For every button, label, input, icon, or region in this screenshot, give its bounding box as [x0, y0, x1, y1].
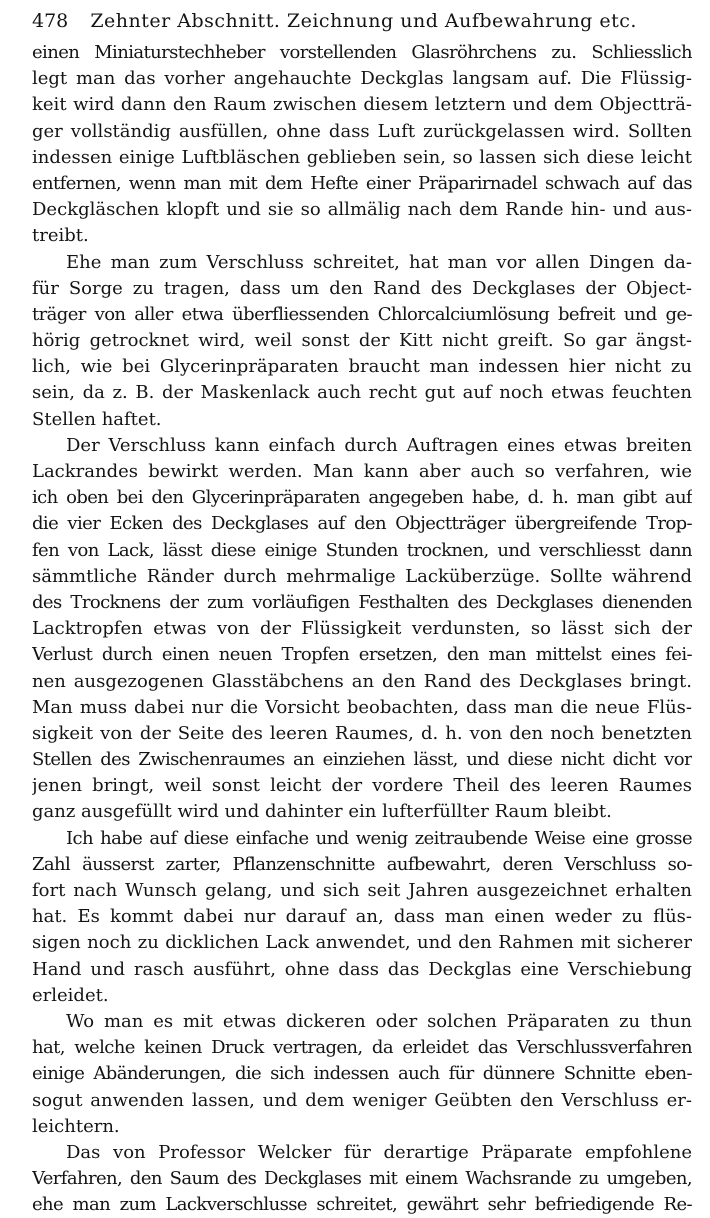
text-line: jenen bringt, weil sonst leicht der vordere Theil des leeren Raumes [32, 775, 692, 797]
text-line: Stellen des Zwischenraumes an einziehen lässt, und diese nicht dicht vor [32, 749, 692, 771]
text-line: Wo man es mit etwas dickeren oder solchen Präparaten zu thun [66, 1010, 692, 1032]
text-line: erleidet. [32, 984, 109, 1006]
text-line: hörig getrocknet wird, weil sonst der Kitt nicht greift. So gar ängst- [32, 330, 692, 352]
text-line: träger von aller etwa überfliessenden Chlorcalciumlösung befreit und ge- [32, 303, 692, 325]
text-line: treibt. [32, 225, 89, 247]
text-line: sogut anwenden lassen, und dem weniger Geübten den Verschluss er- [32, 1089, 692, 1111]
text-line: Ehe man zum Verschluss schreitet, hat man vor allen Dingen da- [66, 251, 692, 273]
text-line: nen ausgezogenen Glasstäbchens an den Rand des Deckglases bringt. [32, 670, 692, 692]
text-line: einige Abänderungen, die sich indessen auch für dünnere Schnitte eben- [32, 1063, 692, 1085]
text-line: Lacktropfen etwas von der Flüssigkeit verdunsten, so lässt sich der [32, 618, 692, 640]
text-line: hat, welche keinen Druck vertragen, da erleidet das Verschlussverfahren [32, 1037, 692, 1059]
text-line: legt man das vorher angehauchte Deckglas langsam auf. Die Flüssig- [32, 68, 692, 90]
text-line: ehe man zum Lackverschlusse schreitet, gewährt sehr befriedigende Re- [32, 1194, 692, 1216]
page-number: 478 [32, 10, 69, 32]
text-line: sigkeit von der Seite des leeren Raumes, d. h. von den noch benetzten [32, 722, 692, 744]
text-line: ich oben bei den Glycerinpräparaten angegeben habe, d. h. man gibt auf [32, 487, 692, 509]
text-line: hat. Es kommt dabei nur darauf an, dass man einen weder zu flüs- [32, 906, 692, 928]
text-line: lich, wie bei Glycerinpräparaten braucht man indessen hier nicht zu [32, 356, 692, 378]
paragraph-1 [32, 40, 692, 250]
text-line: sein, da z. B. der Maskenlack auch recht gut auf noch etwas feuchten [32, 382, 692, 404]
body-text [32, 40, 692, 1218]
text-line: Hand und rasch ausführt, ohne dass das Deckglas eine Verschiebung [32, 958, 692, 980]
text-line: keit wird dann den Raum zwischen diesem letztern und dem Objectträ- [32, 94, 692, 116]
paragraph-4 [32, 826, 692, 1009]
text-line: einen Miniaturstechheber vorstellenden Glasröhrchens zu. Schliesslich [32, 42, 692, 63]
paragraph-3 [32, 433, 692, 826]
text-line: indessen einige Luftbläschen geblieben sein, so lassen sich diese leicht [32, 146, 692, 168]
text-line: entfernen, wenn man mit dem Hefte einer Präparirnadel schwach auf das [32, 172, 692, 194]
paragraph-5 [32, 1009, 692, 1140]
text-line: Ich habe auf diese einfache und wenig zeitraubende Weise eine grosse [66, 827, 692, 849]
text-line: des Trocknens der zum vorläufigen Festhalten des Deckglases dienenden [32, 591, 692, 613]
text-line: Zahl äusserst zarter, Pflanzenschnitte aufbewahrt, deren Verschluss so- [32, 853, 692, 875]
text-line: Stellen haftet. [32, 408, 162, 430]
text-line: die vier Ecken des Deckglases auf den Objectträger übergreifende Trop- [32, 513, 692, 535]
text-line: fort nach Wunsch gelang, und sich seit Jahren ausgezeichnet erhalten [32, 880, 692, 901]
text-line: Das von Professor Welcker für derartige Präparate empfohlene [66, 1141, 692, 1163]
paragraph-2 [32, 250, 692, 433]
text-line: fen von Lack, lässt diese einige Stunden trocknen, und verschliesst dann [32, 539, 692, 561]
text-line: ger vollständig ausfüllen, ohne dass Luft zurückgelassen wird. Sollten [32, 120, 692, 142]
text-line: Verlust durch einen neuen Tropfen ersetzen, den man mittelst eines fei- [32, 644, 692, 666]
text-line: Der Verschluss kann einfach durch Auftragen eines etwas breiten [66, 434, 692, 456]
text-line: sämmtliche Ränder durch mehrmalige Lacküberzüge. Sollte während [32, 565, 692, 587]
text-line: Deckgläschen klopft und sie so allmälig nach dem Rande hin- und aus- [32, 199, 692, 221]
text-line: leichtern. [32, 1115, 120, 1137]
text-line: Verfahren, den Saum des Deckglases mit einem Wachsrande zu umgeben, [32, 1168, 692, 1190]
page-header [32, 4, 692, 38]
text-line: ganz ausgefüllt wird und dahinter ein lufterfüllter Raum bleibt. [32, 801, 612, 823]
text-line: sigen noch zu dicklichen Lack anwendet, und den Rahmen mit sicherer [32, 932, 692, 954]
paragraph-6 [32, 1140, 692, 1218]
running-title: Zehnter Abschnitt. Zeichnung und Aufbewahrung etc. [90, 10, 637, 32]
text-line: Man muss dabei nur die Vorsicht beobachten, dass man die neue Flüs- [32, 696, 692, 718]
text-line: für Sorge zu tragen, dass um den Rand des Deckglases der Object- [32, 277, 692, 299]
text-line: Lackrandes bewirkt werden. Man kann aber auch so verfahren, wie [32, 461, 692, 482]
